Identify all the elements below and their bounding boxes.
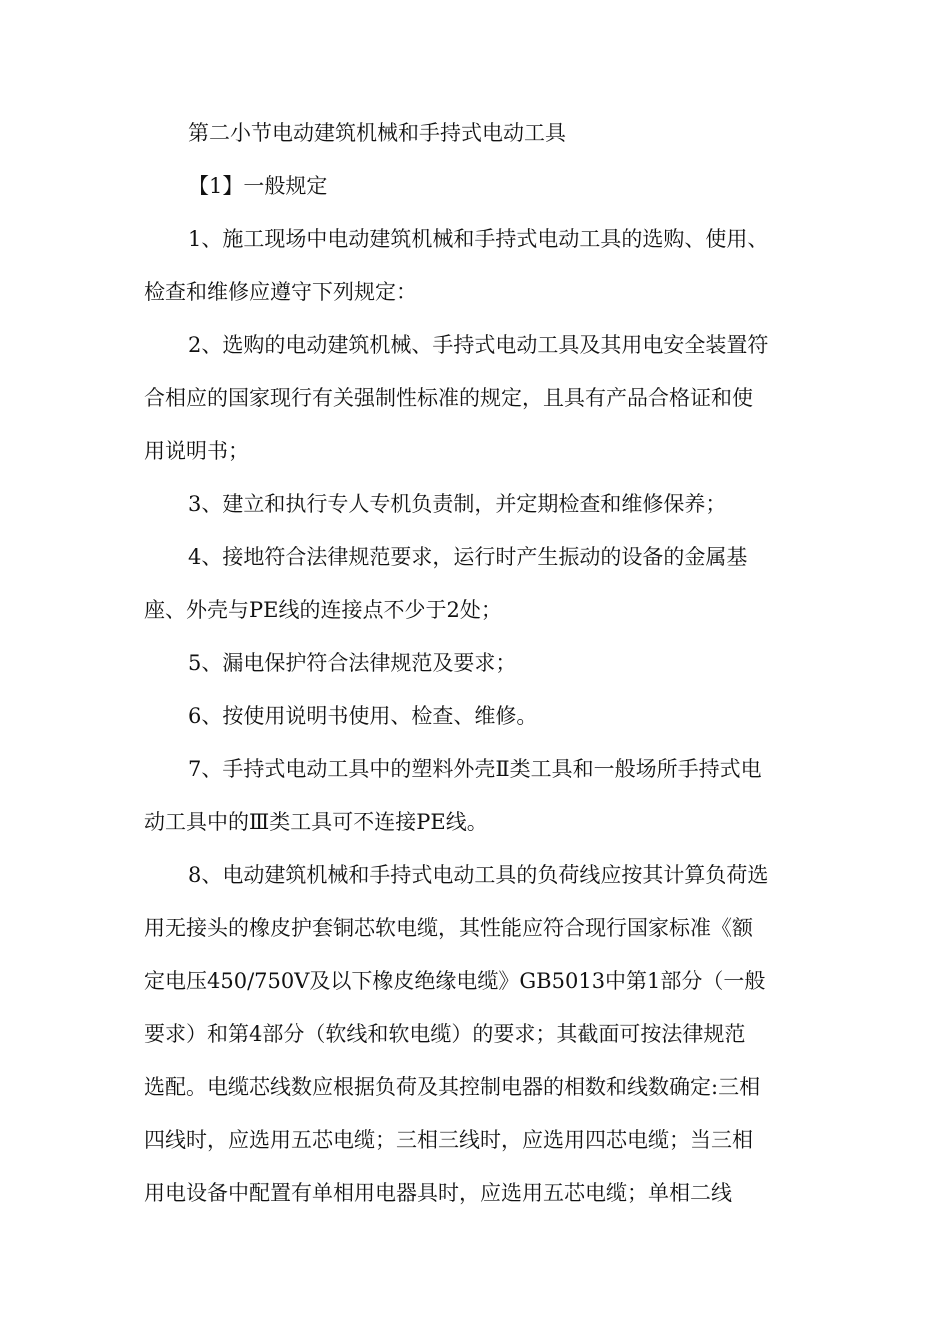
paragraph-4 [144, 531, 806, 637]
paragraph-line: 4、接地符合法律规范要求，运行时产生振动的设备的金属基 [188, 545, 748, 569]
paragraph-line: 检查和维修应遵守下列规定： [144, 280, 417, 304]
paragraph-line: 2、选购的电动建筑机械、手持式电动工具及其用电安全装置符 [188, 333, 769, 357]
paragraph-line: 座、外壳与PE线的连接点不少于2处； [144, 598, 502, 622]
paragraph-line: 用无接头的橡皮护套铜芯软电缆，其性能应符合现行国家标准《额 [144, 916, 753, 940]
paragraph-line: 6、按使用说明书使用、检查、维修。 [188, 704, 538, 728]
paragraph-6 [144, 690, 806, 743]
subsection-heading: 【1】一般规定 [188, 174, 328, 198]
section-title: 第二小节电动建筑机械和手持式电动工具 [188, 121, 566, 145]
paragraph-line: 动工具中的Ⅲ类工具可不连接PE线。 [144, 810, 488, 834]
paragraph-5 [144, 637, 806, 690]
paragraph-line: 要求）和第4部分（软线和软电缆）的要求；其截面可按法律规范 [144, 1022, 746, 1046]
paragraph-line: 7、手持式电动工具中的塑料外壳Ⅱ类工具和一般场所手持式电 [188, 757, 762, 781]
paragraph-8 [144, 849, 806, 1220]
paragraph-line: 用电设备中配置有单相用电器具时，应选用五芯电缆；单相二线 [144, 1181, 732, 1205]
paragraph-3 [144, 478, 806, 531]
paragraph-line: 8、电动建筑机械和手持式电动工具的负荷线应按其计算负荷选 [188, 863, 769, 887]
paragraph-line: 定电压450/750V及以下橡皮绝缘电缆》GB5013中第1部分（一般 [144, 969, 766, 993]
paragraph-line: 选配。电缆芯线数应根据负荷及其控制电器的相数和线数确定:三相 [144, 1075, 761, 1099]
paragraph-7 [144, 743, 806, 849]
paragraph-2 [144, 319, 806, 478]
paragraph-line: 1、施工现场中电动建筑机械和手持式电动工具的选购、使用、 [188, 227, 769, 251]
paragraph-1 [144, 213, 806, 319]
paragraph-line: 5、漏电保护符合法律规范及要求； [188, 651, 517, 675]
paragraph-line: 用说明书； [144, 439, 249, 463]
paragraph-line: 合相应的国家现行有关强制性标准的规定，且具有产品合格证和使 [144, 386, 753, 410]
paragraph-line: 四线时，应选用五芯电缆；三相三线时，应选用四芯电缆；当三相 [144, 1128, 753, 1152]
document-body [144, 107, 806, 1220]
paragraph-line: 3、建立和执行专人专机负责制，并定期检查和维修保养； [188, 492, 727, 516]
